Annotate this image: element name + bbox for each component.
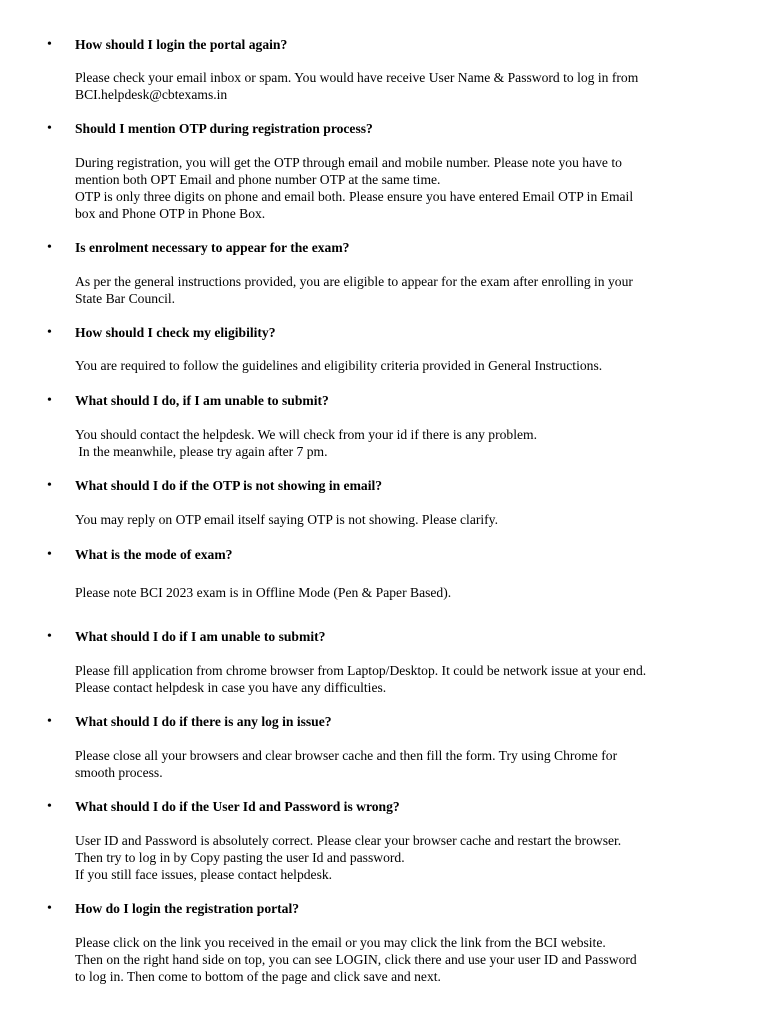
answer-line: Then on the right hand side on top, you can see LOGIN, click there and use your user ID and Password — [75, 952, 637, 967]
answer-line: Please click on the link you received in the email or you may click the link from the BCI website. — [75, 935, 606, 950]
answer-line: You should contact the helpdesk. We will check from your id if there is any problem. — [75, 427, 538, 442]
faq-answer — [75, 426, 745, 460]
faq-answer — [75, 511, 745, 528]
answer-line: Please fill application from chrome browser from Laptop/Desktop. It could be network issue at your end. — [75, 663, 647, 678]
bullet-icon: • — [47, 478, 52, 493]
faq-question: How should I check my eligibility? — [75, 325, 276, 340]
answer-line: As per the general instructions provided, you are eligible to appear for the exam after enrolling in your — [75, 274, 633, 289]
answer-line: State Bar Council. — [75, 291, 176, 306]
bullet-icon: • — [47, 714, 52, 729]
answer-line: Please note BCI 2023 exam is in Offline Mode (Pen & Paper Based). — [75, 585, 452, 600]
bullet-icon: • — [47, 393, 52, 408]
faq-question: What should I do, if I am unable to submit? — [75, 393, 329, 408]
bullet-icon: • — [47, 901, 52, 916]
answer-line: Please contact helpdesk in case you have any difficulties. — [75, 680, 387, 695]
faq-answer — [75, 69, 745, 103]
faq-answer — [75, 934, 745, 985]
answer-line: User ID and Password is absolutely correct. Please clear your browser cache and restart the browser. — [75, 833, 622, 848]
faq-question: What should I do if there is any log in issue? — [75, 714, 332, 729]
faq-answer — [75, 154, 745, 222]
answer-line: Then try to log in by Copy pasting the user Id and password. — [75, 850, 405, 865]
bullet-icon: • — [47, 240, 52, 255]
answer-line: smooth process. — [75, 765, 163, 780]
answer-line: BCI.helpdesk@cbtexams.in — [75, 87, 228, 102]
faq-question: What should I do if the User Id and Password is wrong? — [75, 799, 400, 814]
answer-line: box and Phone OTP in Phone Box. — [75, 206, 266, 221]
bullet-icon: • — [47, 37, 52, 52]
answer-line: You are required to follow the guidelines and eligibility criteria provided in General Instructions. — [75, 358, 603, 373]
bullet-icon: • — [47, 547, 52, 562]
faq-question: How should I login the portal again? — [75, 37, 288, 52]
answer-line: You may reply on OTP email itself saying OTP is not showing. Please clarify. — [75, 512, 498, 527]
faq-answer — [75, 584, 745, 601]
faq-answer — [75, 662, 745, 696]
answer-line: Please close all your browsers and clear browser cache and then fill the form. Try using Chrome for — [75, 748, 618, 763]
bullet-icon: • — [47, 629, 52, 644]
faq-question: What should I do if I am unable to submit? — [75, 629, 326, 644]
faq-answer — [75, 273, 745, 307]
answer-line: mention both OPT Email and phone number OTP at the same time. — [75, 172, 441, 187]
faq-question: How do I login the registration portal? — [75, 901, 300, 916]
faq-answer — [75, 832, 745, 883]
faq-question: What is the mode of exam? — [75, 547, 233, 562]
answer-line: OTP is only three digits on phone and email both. Please ensure you have entered Email OTP in Email — [75, 189, 634, 204]
bullet-icon: • — [47, 121, 52, 136]
faq-question: Should I mention OTP during registration process? — [75, 121, 373, 136]
bullet-icon: • — [47, 325, 52, 340]
answer-line: During registration, you will get the OTP through email and mobile number. Please note you have to — [75, 155, 622, 170]
answer-line: Please check your email inbox or spam. You would have receive User Name & Password to log in from — [75, 70, 639, 85]
faq-answer — [75, 747, 745, 781]
answer-line: In the meanwhile, please try again after 7 pm. — [75, 444, 328, 459]
bullet-icon: • — [47, 799, 52, 814]
faq-question: Is enrolment necessary to appear for the exam? — [75, 240, 350, 255]
faq-question: What should I do if the OTP is not showing in email? — [75, 478, 383, 493]
faq-answer — [75, 357, 745, 374]
answer-line: If you still face issues, please contact helpdesk. — [75, 867, 333, 882]
answer-line: to log in. Then come to bottom of the page and click save and next. — [75, 969, 441, 984]
